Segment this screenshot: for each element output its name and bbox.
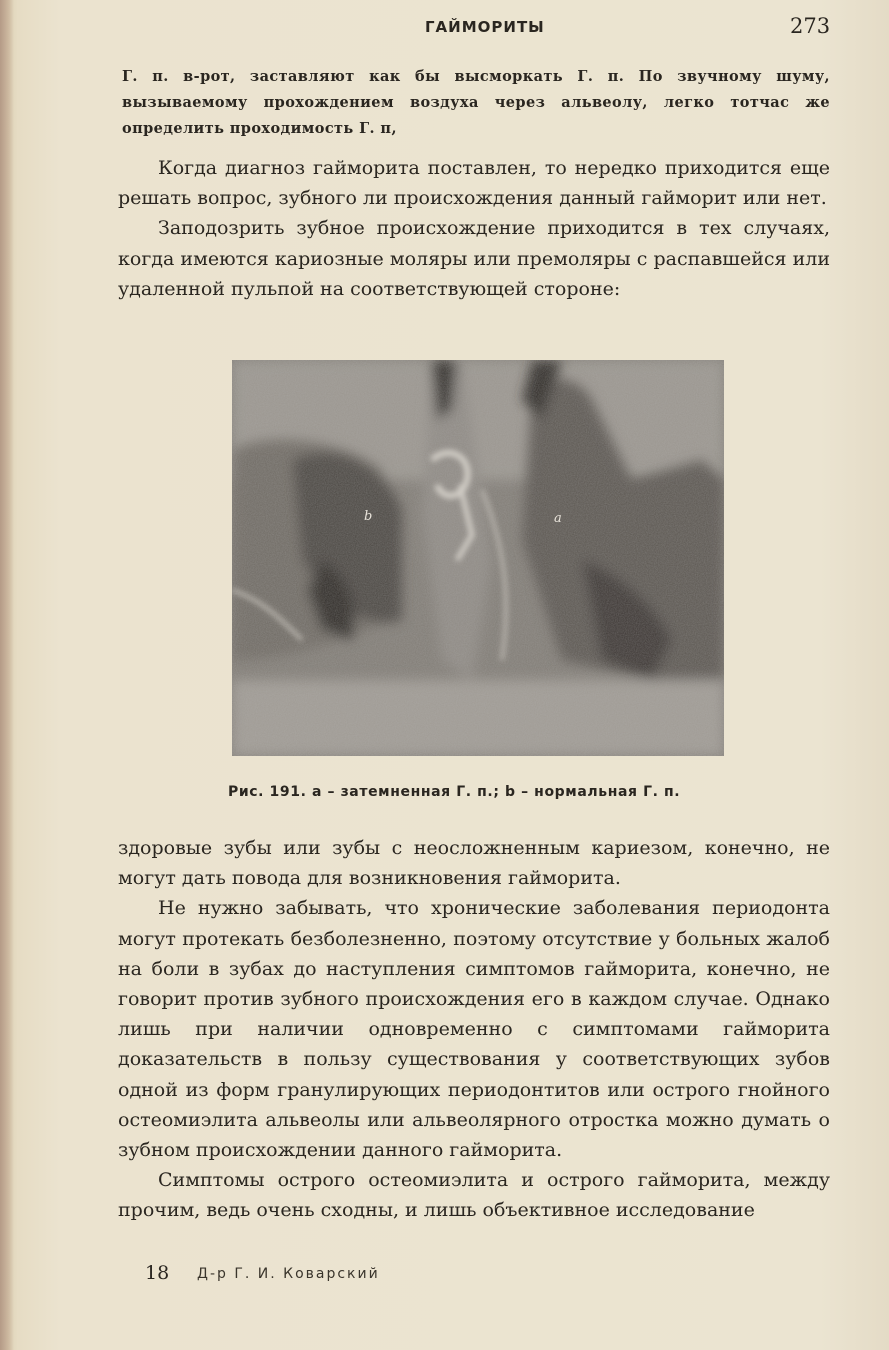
small-print-text: Г. п. в-рот, заставляют как бы высморкать Г. п. По звучному шуму, вызываемому прохождением воздуха через альвеолу, легко тотчас же определить проходимость Г. п, xyxy=(122,68,830,137)
paragraph: Симптомы острого остеомиэлита и острого гайморита, между прочим, ведь очень сходны, и лишь объективное исследование xyxy=(118,1169,830,1222)
running-title: ГАЙМОРИТЫ xyxy=(425,18,545,36)
signature-author: Д-р Г. И. Коварский xyxy=(197,1266,380,1282)
page-header xyxy=(0,14,889,44)
paragraph: Не нужно забывать, что хронические заболевания периодонта могут протекать безболезненно, поэтому отсутствие у больных жалоб на боли в зубах до наступления симптомов гайморита, конечно, не говорит против зубного происхождения его в каждом случае. Однако лишь при наличии одновременно с симптомами гайморита доказательств в пользу существования у соответствующих зубов одной из форм гранулирующих периодонтитов или острого гнойного остеомиэлита альвеолы или альвеолярного отростка можно думать о зубном происхождении данного гайморита. xyxy=(118,897,830,1162)
xray-figure xyxy=(232,360,724,756)
figure-label-a: a xyxy=(554,511,562,526)
xray-image xyxy=(232,360,724,756)
paragraph-continuation: здоровые зубы или зубы с неосложненным кариезом, конечно, не могут дать повода для возникновения гайморита. xyxy=(118,837,830,890)
paragraph: Когда диагноз гайморита поставлен, то нередко приходится еще решать вопрос, зубного ли происхождения данный гайморит или нет. xyxy=(118,157,830,210)
paragraph: Заподозрить зубное происхождение приходится в тех случаях, когда имеются кариозные моляры или премоляры с распавшейся или удаленной пульпой на соответствующей стороне: xyxy=(118,217,830,300)
figure-caption: Рис. 191. a – затемненная Г. п.; b – нормальная Г. п. xyxy=(228,784,681,800)
signature-number: 18 xyxy=(145,1262,170,1284)
text-block-after-figure xyxy=(118,833,830,1226)
text-block-before-figure xyxy=(118,153,830,304)
page-footer xyxy=(145,1262,645,1290)
page-binding-edge xyxy=(0,0,14,1350)
figure-label-b: b xyxy=(364,509,373,524)
small-print-paragraph xyxy=(122,64,830,142)
page-number: 273 xyxy=(790,14,831,38)
